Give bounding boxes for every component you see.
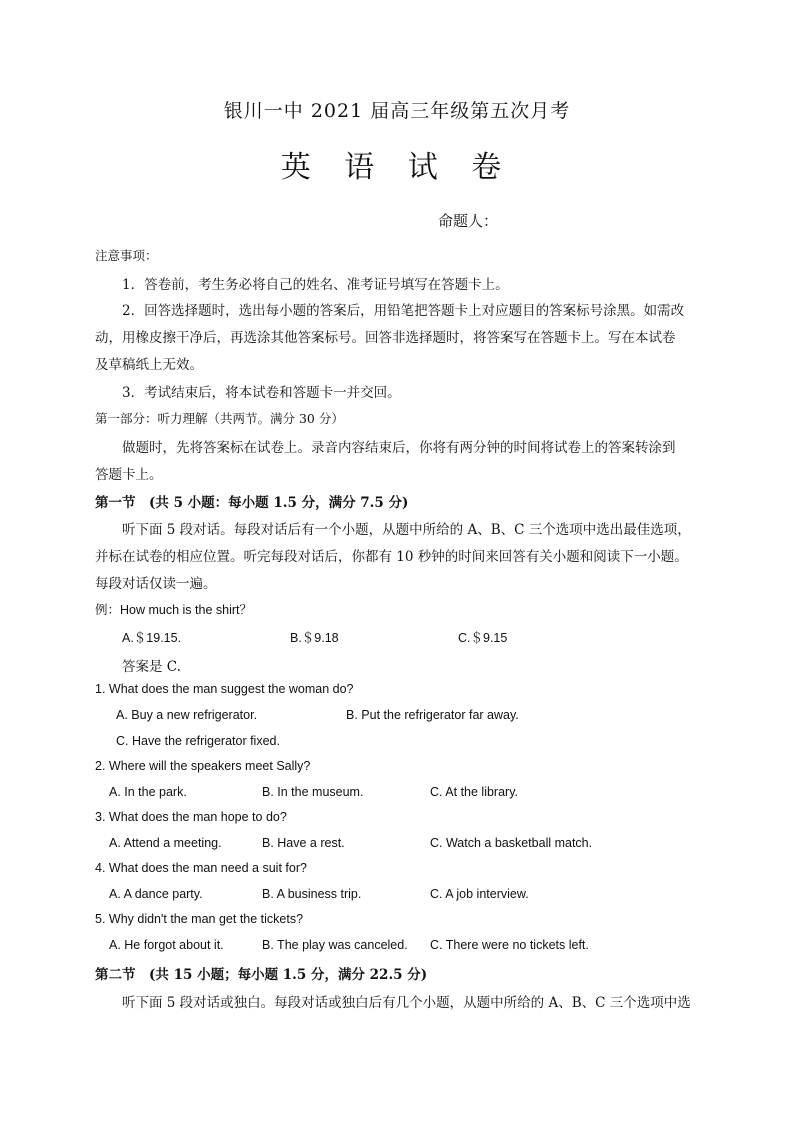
notice-item-3: 3．考试结束后，将本试卷和答题卡一并交回。 [122,385,401,401]
section1-heading: 第一节 (共 5 小题：每小题 1.5 分，满分 7.5 分) [95,495,409,511]
question-2-option-c: C. At the library. [430,785,518,799]
question-3-option-c: C. Watch a basketball match. [430,836,593,850]
section1-intro-line-1: 听下面 5 段对话。每段对话后有一个小题，从题中所给的 A、B、C 三个选项中选出最佳选项， [122,522,691,538]
part1-intro-line-1: 做题时，先将答案标在试卷上。录音内容结束后，你将有两分钟的时间将试卷上的答案转涂到 [122,440,676,456]
question-3-option-b: B. Have a rest. [262,836,345,850]
question-4-stem: 4. What does the man need a suit for? [95,861,307,875]
example-option-c: C.＄9.15 [458,631,508,645]
exam-title: 银川一中 2021 届高三年级第五次月考 [223,100,571,122]
question-5-option-b: B. The play was canceled. [262,938,408,952]
notice-item-2-line-1: 2．回答选择题时，选出每小题的答案后，用铅笔把答题卡上对应题目的答案标号涂黑。如需改 [122,303,685,319]
example-option-a: A.＄19.15. [122,631,182,645]
question-3-stem: 3. What does the man hope to do? [95,810,287,824]
subject-title: 英 语 试 卷 [280,150,514,185]
notice-item-2-line-2: 动，用橡皮擦干净后，再选涂其他答案标号。回答非选择题时，将答案写在答题卡上。写在本试卷 [95,330,676,346]
question-4-option-b: B. A business trip. [262,887,362,901]
question-2-option-b: B. In the museum. [262,785,364,799]
question-5-option-c: C. There were no tickets left. [430,938,589,952]
example-option-b: B.＄9.18 [290,631,339,645]
section2-heading: 第二节 (共 15 小题；每小题 1.5 分，满分 22.5 分) [95,967,428,983]
question-5-option-a: A. He forgot about it. [109,938,224,952]
section2-intro-line-1: 听下面 5 段对话或独白。每段对话或独白后有几个小题，从题中所给的 A、B、C 三个选项中选 [122,995,691,1011]
section1-intro-line-2: 并标在试卷的相应位置。听完每段对话后，你都有 10 秒钟的时间来回答有关小题和阅读下一小题。 [95,549,688,565]
question-2-option-a: A. In the park. [109,785,187,799]
question-1-option-b: B. Put the refrigerator far away. [346,708,519,722]
question-1-option-c: C. Have the refrigerator fixed. [116,734,280,748]
example-answer: 答案是 C. [122,659,181,675]
author-label: 命题人： [438,212,499,230]
notice-item-1: 1．答卷前，考生务必将自己的姓名、准考证号填写在答题卡上。 [122,277,509,293]
part1-intro-line-2: 答题卡上。 [95,467,163,483]
question-4-option-c: C. A job interview. [430,887,529,901]
section1-intro-line-3: 每段对话仅读一遍。 [95,576,217,592]
question-4-option-a: A. A dance party. [109,887,203,901]
example-question: 例：How much is the shirt？ [95,603,252,617]
question-3-option-a: A. Attend a meeting. [109,836,222,850]
question-2-stem: 2. Where will the speakers meet Sally? [95,759,311,773]
question-5-stem: 5. Why didn't the man get the tickets? [95,912,304,926]
notice-heading: 注意事项： [95,248,158,263]
notice-item-2-line-3: 及草稿纸上无效。 [95,357,203,373]
part1-heading: 第一部分：听力理解（共两节。满分 30 分） [95,411,344,426]
question-1-option-a: A. Buy a new refrigerator. [116,708,258,722]
question-1-stem: 1. What does the man suggest the woman do? [95,682,354,696]
